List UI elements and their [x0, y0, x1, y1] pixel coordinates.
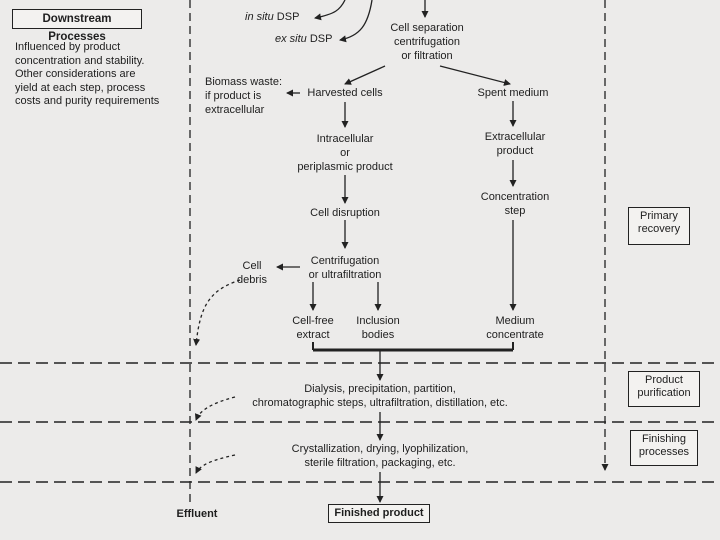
node-effluent: Effluent [176, 508, 218, 520]
line: Cell [242, 260, 262, 272]
node-intracellular [285, 132, 405, 174]
line: concentrate [486, 329, 544, 341]
line: or [340, 147, 350, 159]
line: or filtration [401, 50, 453, 62]
line: Product [645, 374, 683, 386]
node-purification-steps [230, 382, 530, 410]
line: step [504, 205, 526, 217]
line: Finishing [641, 433, 687, 445]
node-cell-free-extract [283, 314, 343, 342]
node-cell-separation [382, 21, 472, 63]
line: recovery [637, 223, 681, 235]
line: processes [638, 446, 690, 458]
in-situ-rest: DSP [273, 11, 300, 23]
line: extracellular [205, 104, 265, 116]
intro-line: Other considerations are [15, 68, 136, 80]
node-centrifugation [295, 254, 395, 282]
intro-line: costs and purity requirements [15, 95, 160, 107]
stage-product-purification [628, 371, 700, 407]
line: Dialysis, precipitation, partition, [304, 383, 456, 395]
line: debris [237, 274, 267, 286]
line: centrifugation [393, 36, 461, 48]
node-finishing-steps [250, 442, 510, 470]
line: Inclusion [356, 315, 400, 327]
node-medium-concentrate [475, 314, 555, 342]
line: bodies [361, 329, 395, 341]
line: Primary [640, 210, 678, 222]
line: Biomass waste: [205, 76, 283, 88]
line: Intracellular [316, 133, 374, 145]
line: Centrifugation [310, 255, 380, 267]
line: product [496, 145, 534, 157]
line: sterile filtration, packaging, etc. [304, 457, 456, 469]
ex-situ-italic: ex situ [275, 33, 307, 45]
in-situ-italic: in situ [245, 11, 274, 23]
line: Concentration [480, 191, 550, 203]
node-cell-debris [232, 259, 272, 287]
line: Cell separation [390, 22, 464, 34]
title-box: Downstream Processes [12, 9, 142, 29]
stage-finishing-processes [630, 430, 698, 466]
in-situ-label [245, 10, 299, 24]
line: if product is [205, 90, 262, 102]
node-concentration [470, 190, 560, 218]
stage-primary-recovery [628, 207, 690, 245]
line: Medium [495, 315, 535, 327]
intro-line: Influenced by product [15, 41, 121, 53]
intro-text [15, 41, 159, 109]
line: or ultrafiltration [308, 269, 382, 281]
node-harvested-cells: Harvested cells [307, 87, 383, 99]
node-finished-product: Finished product [328, 504, 430, 523]
line: Cell-free [292, 315, 334, 327]
node-extracellular [470, 130, 560, 158]
line: Crystallization, drying, lyophilization, [291, 443, 469, 455]
line: Extracellular [484, 131, 546, 143]
intro-line: concentration and stability. [15, 54, 145, 67]
line: periplasmic product [297, 161, 393, 173]
node-cell-disruption: Cell disruption [310, 207, 380, 219]
node-spent-medium: Spent medium [477, 87, 549, 99]
ex-situ-label [275, 32, 332, 46]
node-inclusion-bodies [348, 314, 408, 342]
intro-line: yield at each step, process [15, 81, 146, 94]
node-biomass-waste [205, 75, 282, 117]
ex-situ-rest: DSP [306, 33, 333, 45]
line: extract [296, 329, 330, 341]
line: purification [637, 387, 691, 399]
line: chromatographic steps, ultrafiltration, distillation, etc. [252, 397, 508, 409]
